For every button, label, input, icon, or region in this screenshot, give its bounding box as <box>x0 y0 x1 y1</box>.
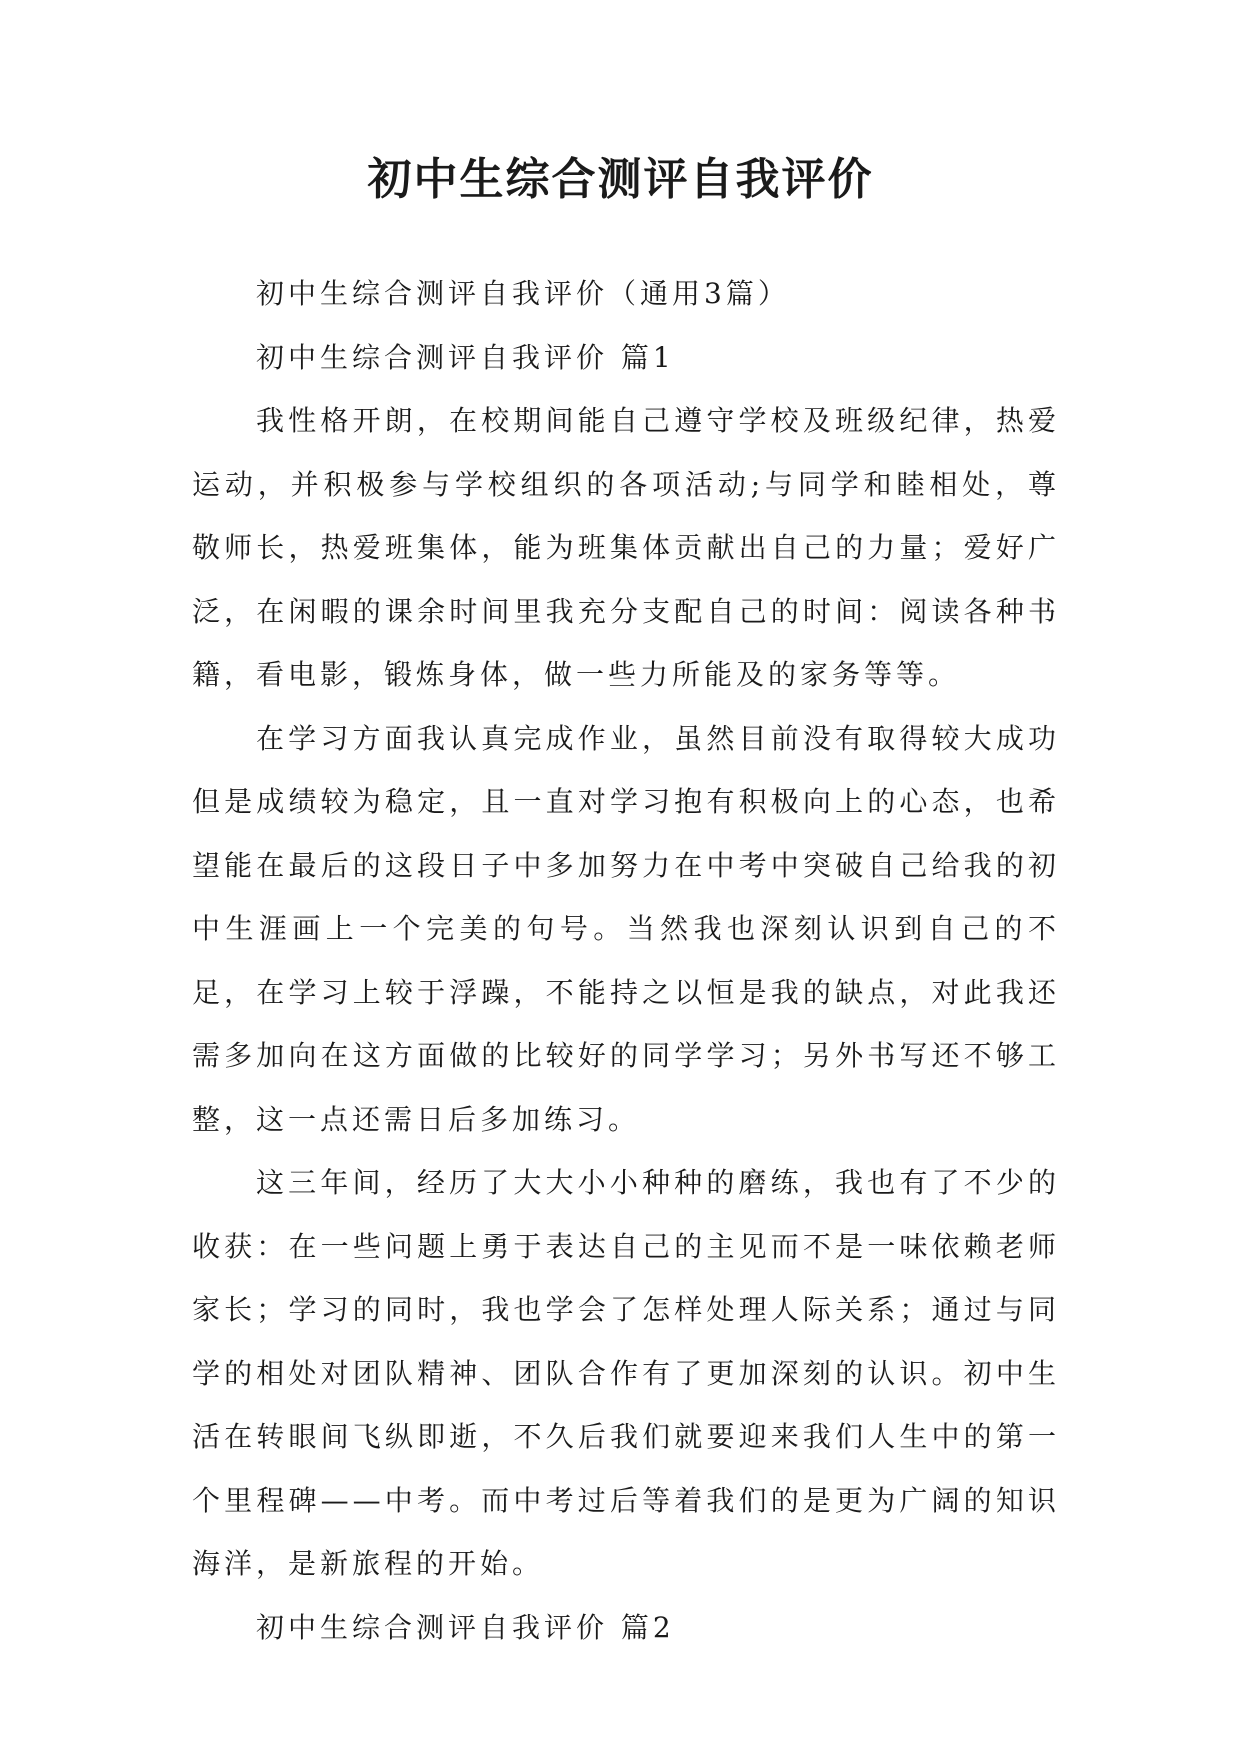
body-paragraph: 这三年间，经历了大大小小种种的磨练，我也有了不少的收获：在一些问题上勇于表达自己的主见而不是一味依赖老师家长；学习的同时，我也学会了怎样处理人际关系；通过与同学的相处对团队精神、团队合作有了更加深刻的认识。初中生活在转眼间飞纵即逝，不久后我们就要迎来我们人生中的第一个里程碑——中考。而中考过后等着我们的是更为广阔的知识海洋，是新旅程的开始。 <box>192 1166 1060 1580</box>
body-paragraph: 在学习方面我认真完成作业，虽然目前没有取得较大成功但是成绩较为稳定，且一直对学习抱有积极向上的心态，也希望能在最后的这段日子中多加努力在中考中突破自己给我的初中生涯画上一个完美的句号。当然我也深刻认识到自己的不足，在学习上较于浮躁，不能持之以恒是我的缺点，对此我还需多加向在这方面做的比较好的同学学习；另外书写还不够工整，这一点还需日后多加练习。 <box>192 721 1060 1136</box>
section-heading-1: 初中生综合测评自我评价 篇1 <box>256 340 675 374</box>
document-body <box>192 262 1060 1659</box>
subtitle-paragraph: 初中生综合测评自我评价（通用3篇） <box>256 277 790 310</box>
document-title: 初中生综合测评自我评价 <box>367 154 874 205</box>
body-paragraph: 我性格开朗，在校期间能自己遵守学校及班级纪律，热爱运动，并积极参与学校组织的各项活动;与同学和睦相处，尊敬师长，热爱班集体，能为班集体贡献出自己的力量；爱好广泛，在闲暇的课余时间里我充分支配自己的时间：阅读各种书籍，看电影，锻炼身体，做一些力所能及的家务等等。 <box>192 404 1060 691</box>
section-heading-2: 初中生综合测评自我评价 篇2 <box>256 1610 675 1644</box>
